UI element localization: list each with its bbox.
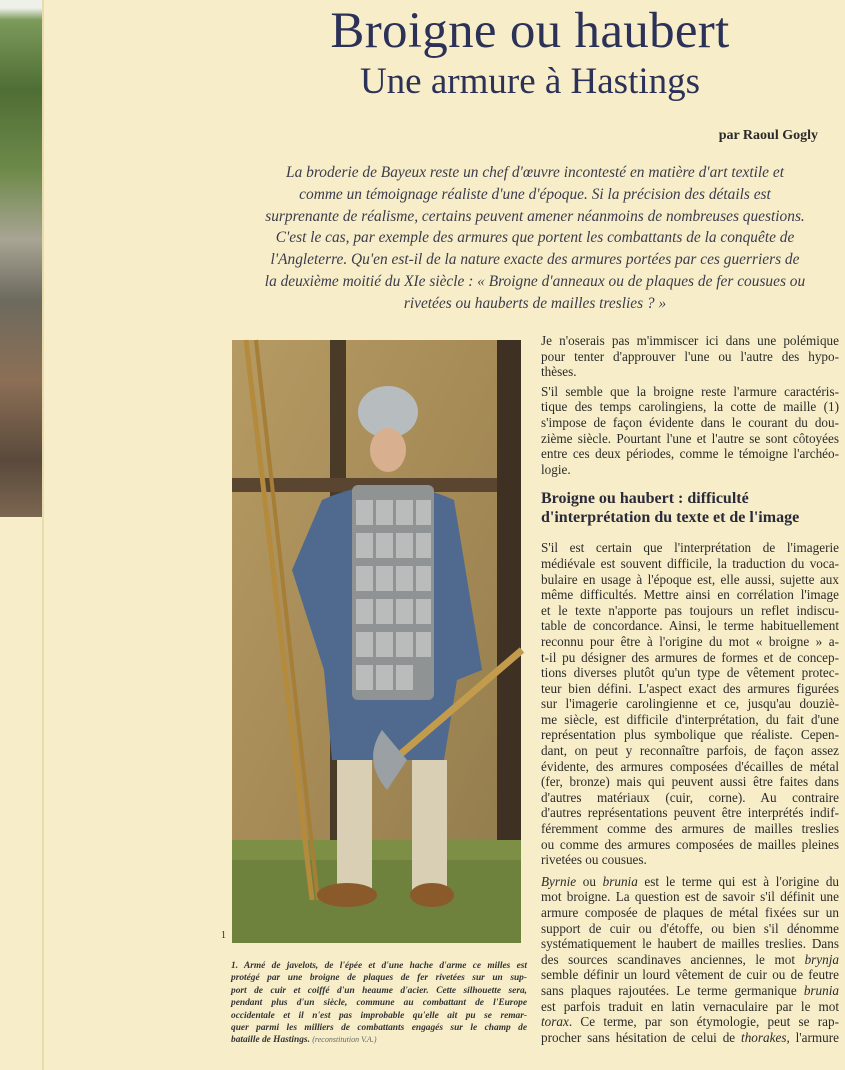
text: des sources scandinaves anciennes, le mot [541,951,805,967]
caption-line: occidentale et il n'est pas improbable qu'elle ait pu se remar- [231,1010,527,1021]
text-line: systématiquement le haubert de mailles treslies. Dans [541,936,839,952]
intro-line: C'est le cas, par exemple des armures que portent les combattants de la conquête de [275,229,795,247]
intro-line: La broderie de Bayeux reste un chef d'œuvre incontesté en matière d'art textile et [286,164,784,181]
intro-line: rivetées ou hauberts de mailles treslies ? » [403,294,667,312]
text: , l'armure [786,1029,840,1045]
figure-number: 1 [221,930,226,941]
text: sans plaques rajoutées. Le terme germanique [541,982,804,998]
text-line: s'impose de façon évidente dans le courant du dou- [541,414,839,430]
text-line: t-il pu désigner des armures de formes et de concep- [541,649,839,665]
body-column [541,333,839,1049]
text-line: sur l'imagerie carolingienne et ce, jusqu'au douziè- [541,696,839,712]
term: Byrnie [541,873,577,889]
text-line: tions diverses plutôt qu'un type de vêtement protec- [541,665,839,681]
caption-line: quer parmi les milliers de combattants engagés sur le champ de [231,1023,527,1034]
text-line: semble définir un lourd vêtement de cuir ou de feutre [541,967,839,983]
text-line: S'il est certain que l'interprétation de l'imagerie [541,540,839,556]
text-line: zième siècle. Pourtant l'une et l'autre se sont côtoyées [541,430,839,446]
text-line: féremment comme des armures de mailles treslies [541,821,839,837]
heading-line: Broigne ou haubert : difficulté [541,490,749,508]
caption-line: pendant plus d'un siècle, commune au combattant de l'Europe [231,998,527,1009]
text-line: et le texte n'apporte pas toujours un reflet indiscu- [541,602,839,618]
section-heading [541,489,839,527]
text-line: support de cuir ou d'étoffe, ou bien s'il dénomme [541,920,839,936]
paragraph [541,540,839,867]
page-gutter [42,0,44,1070]
intro-paragraph [225,162,845,315]
text-line: tique des temps carolingiens, la cotte de maille (1) [541,399,839,415]
text: ou [576,873,603,889]
intro-line: surprenante de réalisme, certains peuvent amener néanmoins de nombreuses questions. [265,207,805,225]
text-line: bulaire en usage à l'époque est, elle aussi, sujette aux [541,571,839,587]
author-byline: par Raoul Gogly [718,128,818,143]
intro-line: l'Angleterre. Qu'en est-il de la nature exacte des armures portées par ces guerriers de [270,251,800,269]
term: thorakes [741,1029,787,1045]
text-line: table de concordance. Ainsi, le terme habituellement [541,618,839,634]
text-line [541,1014,839,1030]
text-line: est parfois traduit en latin vernaculaire par le mot [541,998,839,1014]
caption-text: bataille de Hastings. [231,1035,310,1046]
caption-line [231,1034,527,1046]
text: . Ce terme, par son étymologie, peut se rap- [568,1014,839,1030]
text-line: entre ces deux périodes, comme le témoigne l'archéo- [541,446,839,462]
text-line: médiévale est souvent difficile, la traduction du voca- [541,555,839,571]
caption-line: protégé par une broigne de plaques de fer rivetées sur un sup- [231,973,527,984]
text-line: évidente, des armures composées d'écailles de métal [541,758,839,774]
photo-credit: (reconstitution V.A.) [312,1035,377,1045]
text-line [541,983,839,999]
text-line: représentation plus symbolique que réaliste. Cepen- [541,727,839,743]
text: procher sans hésitation de celui de [541,1029,742,1045]
text-line: mot broigne. La question est de savoir s'il définit une [541,889,839,905]
term: torax [541,1014,569,1030]
reenactor-photo [232,340,521,943]
text-line: même difficultés. Mettre ainsi en corrélation l'image [541,587,839,603]
text-line: Je n'oserais pas m'immiscer ici dans une polémique [541,333,839,348]
text-line [541,1030,839,1046]
caption-line: 1. Armé de javelots, de l'épée et d'une hache d'arme ce milles est [231,961,527,971]
term: brynja [804,951,839,967]
intro-line: comme un témoignage réaliste d'une d'époque. Si la précision des détails est [299,185,771,203]
text-line: ou comme des armures composées de mailles pleines [541,836,839,852]
figure-caption [231,960,527,1047]
paragraph [541,384,839,478]
text-line: teur bien défini. L'aspect exact des armures figurées [541,680,839,696]
text-line: (fer, bronze) mais qui peuvent aussi être faites dans [541,774,839,790]
article-subtitle: Une armure à Hastings [359,61,701,102]
caption-line: port de cuir et coiffé d'un heaume d'acier. Cette silhouette sera, [231,985,527,996]
text-line: logie. [541,461,571,477]
text: est le terme qui est à l'origine du [637,873,840,889]
text-line: me siècle, est difficile d'interprétation, du fait d'une [541,711,839,727]
text-line [541,952,839,968]
text-line [541,874,839,890]
article-title: Broigne ou haubert [330,3,730,59]
text-line: armure composée de plaques de métal fixées sur un [541,905,839,920]
text-line: pour tenter d'approuver l'une ou l'autre des hypo- [541,348,839,364]
adjacent-page-photo [0,0,42,517]
heading-line: d'interprétation du texte et de l'image [541,509,800,527]
text-line: S'il semble que la broigne reste l'armure caractéris- [541,383,839,399]
text-line: d'autres matériaux (cuir, corne). Au contraire [541,789,839,805]
text-line: rivetées ou cousues. [541,852,647,868]
text-line: reconnu pour être à l'origine du mot « broigne » a- [541,633,839,649]
text-line: thèses. [541,364,577,380]
term: brunia [602,873,638,889]
paragraph [541,333,839,380]
paragraph [541,874,839,1046]
intro-line: la deuxième moitié du XIe siècle : « Broigne d'anneaux ou de plaques de fer cousues ou [264,272,806,290]
text-line: d'autres représentations peuvent être interprétés indif- [541,805,839,821]
text-line: dant, on peut y reconnaître parfois, de façon assez [541,743,839,759]
term: brunia [803,982,839,998]
